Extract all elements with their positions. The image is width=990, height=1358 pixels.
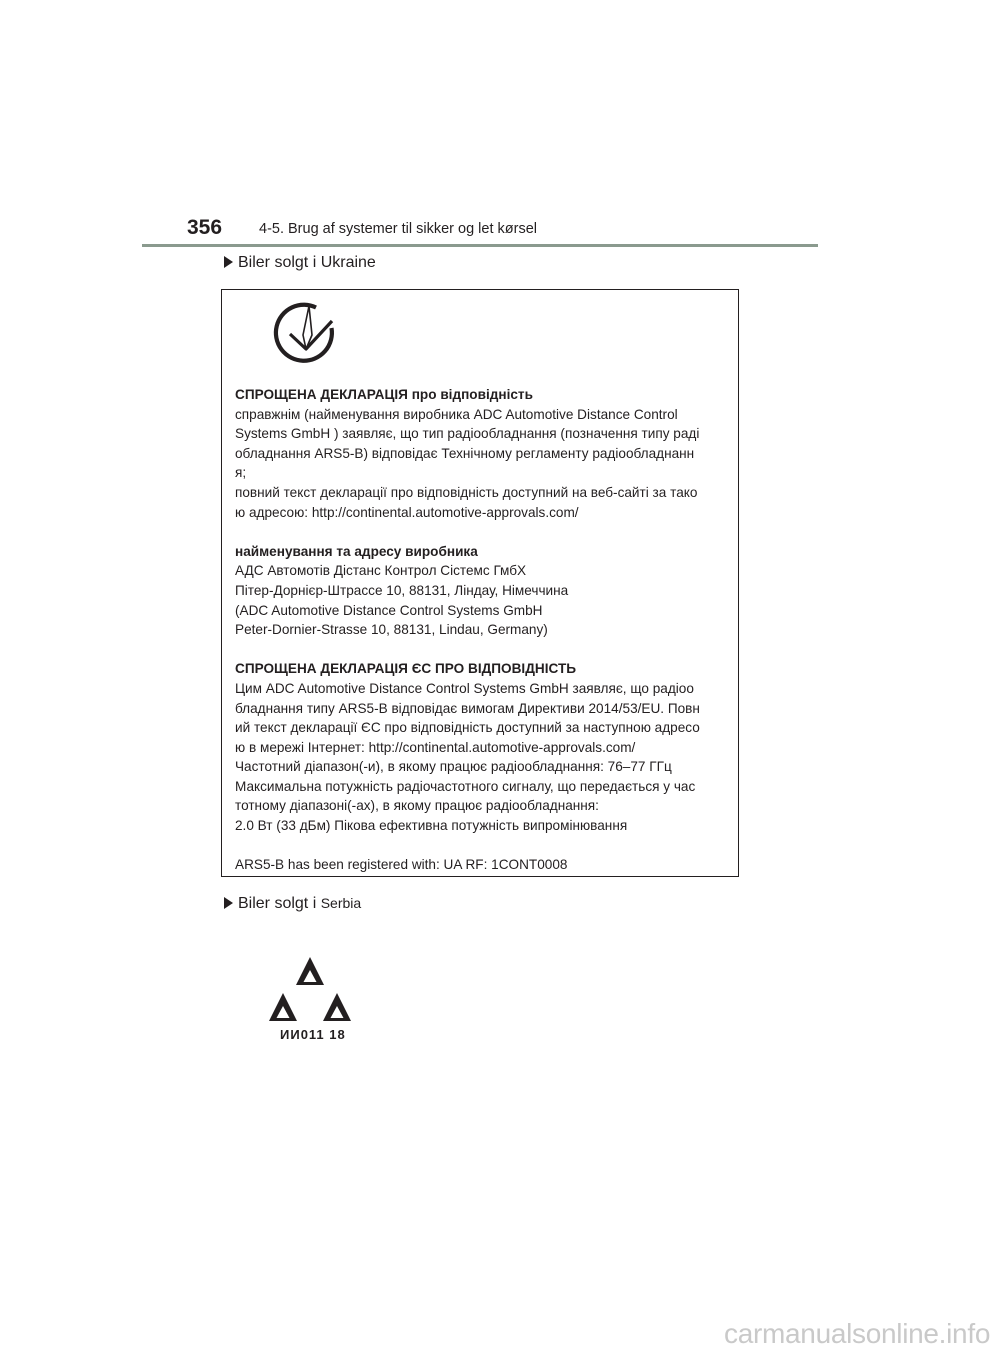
declaration-line: Максимальна потужність радіочастотного сигналу, що передається у час [235, 778, 696, 794]
bullet-arrow-icon [224, 256, 233, 268]
declaration-line: я; [235, 465, 247, 481]
declaration-line: Peter-Dornier-Strasse 10, 88131, Lindau, Germany) [235, 622, 548, 638]
declaration-line: справжнім (найменування виробника ADC Automotive Distance Control [235, 406, 678, 422]
declaration-heading: СПРОЩЕНА ДЕКЛАРАЦІЯ про відповідність [235, 387, 533, 402]
declaration-line: повний текст декларації про відповідність доступний на веб-сайті за тако [235, 484, 698, 500]
declaration-line: Частотний діапазон(-и), в якому працює радіообладнання: 76–77 ГГц [235, 759, 672, 775]
declaration-line: ий текст декларації ЄС про відповідність доступний за наступною адресо [235, 720, 700, 736]
serbia-conformity-mark-icon [268, 955, 352, 1025]
declaration-line: обладнання ARS5-B) відповідає Технічному регламенту радіообладнанн [235, 445, 695, 461]
declaration-heading: найменування та адресу виробника [235, 543, 478, 559]
ukraine-conformity-mark-icon [272, 301, 338, 367]
declaration-line: ARS5-B has been registered with: UA RF: 1CONT0008 [235, 857, 568, 873]
declaration-line: АДС Автомотів Дістанс Контрол Сістемс ГмбХ [235, 563, 527, 579]
declaration-spacer [235, 836, 735, 856]
page-header [142, 216, 818, 246]
declaration-text [235, 385, 735, 875]
ukraine-heading [224, 254, 376, 272]
serbia-heading-prefix: Biler solgt i [238, 895, 321, 912]
declaration-line: ю адресою: http://continental.automotive-approvals.com/ [235, 504, 579, 520]
serbia-heading-country: Serbia [320, 895, 362, 911]
declaration-line: бладнання типу ARS5-B відповідає вимогам Директиви 2014/53/EU. Повн [235, 700, 700, 716]
ukraine-heading-text: Biler solgt i Ukraine [238, 254, 376, 271]
declaration-spacer [235, 640, 735, 660]
section-title: 4-5. Brug af systemer til sikker og let kørsel [259, 221, 537, 237]
declaration-line: Systems GmbH ) заявляє, що тип радіообладнання (позначення типу раді [235, 426, 700, 442]
declaration-line: ю в мережі Інтернет: http://continental.automotive-approvals.com/ [235, 739, 636, 755]
serbia-mark-code: ИИ011 18 [280, 1027, 346, 1042]
declaration-spacer [235, 522, 735, 542]
declaration-line: тотному діапазоні(-ах), в якому працює радіообладнання: [235, 798, 599, 814]
declaration-line: (ADC Automotive Distance Control Systems GmbH [235, 602, 543, 618]
header-divider [142, 244, 818, 247]
declaration-line: 2.0 Вт (33 дБм) Пікова ефективна потужність випромінювання [235, 818, 628, 834]
declaration-heading: СПРОЩЕНА ДЕКЛАРАЦІЯ ЄС ПРО ВІДПОВІДНІСТЬ [235, 661, 577, 677]
bullet-arrow-icon [224, 897, 233, 909]
watermark: carmanualsonline.info [724, 1318, 990, 1349]
serbia-heading [224, 895, 361, 913]
declaration-line: Цим ADC Automotive Distance Control Systems GmbH заявляє, що радіоо [235, 680, 694, 696]
page-number: 356 [187, 216, 223, 239]
declaration-line: Пітер-Дорнієр-Штрассе 10, 88131, Ліндау, Німеччина [235, 582, 569, 598]
